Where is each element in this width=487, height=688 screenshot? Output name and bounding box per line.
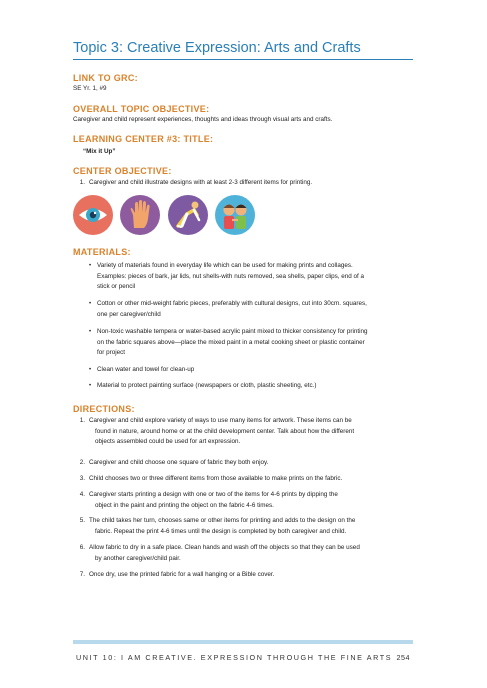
footer-unit-title: UNIT 10: I AM CREATIVE. EXPRESSION THROUGH THE FINE ARTS <box>76 653 393 662</box>
learning-center-title: “Mix it Up” <box>83 148 116 155</box>
text-line: objects assembled could be used for art expression. <box>95 438 241 445</box>
hand-icon <box>120 195 160 235</box>
text-line: Cotton or other mid-weight fabric pieces, preferably with cultural designs, cut into 30cm. squares, <box>97 300 367 307</box>
text-line: one per caregiver/child <box>97 310 161 318</box>
movement-icon <box>168 195 208 235</box>
eye-icon <box>73 195 113 235</box>
step-number: 2. <box>79 459 85 466</box>
step-number: 1. <box>79 417 85 424</box>
bullet-icon: • <box>89 329 92 335</box>
text-line: Child chooses two or three different items from those available to make prints on the fabric. <box>89 475 343 482</box>
objective-heading: OVERALL TOPIC OBJECTIVE: <box>73 104 210 114</box>
link-heading: LINK TO GRC: <box>73 73 138 83</box>
text-line: on the fabric squares above—place the mixed paint in a metal cooking sheet or plastic container <box>97 338 365 346</box>
step-number: 4. <box>79 491 85 498</box>
text-line: Non-toxic washable tempera or water-based acrylic paint mixed to thicker consistency for printing <box>97 328 368 335</box>
text-line: Examples: pieces of bark, jar lids, nut shells-with nuts removed, sea shells, paper clips, end of a <box>97 272 365 280</box>
text-line: Caregiver starts printing a design with one or two of the items for 4-6 prints by dipping the <box>89 491 338 498</box>
text-line: stick or pencil <box>97 283 136 290</box>
step-number: 3. <box>79 475 85 482</box>
icon-row <box>73 195 263 235</box>
text-line: for project <box>97 349 125 356</box>
text-line: Once dry, use the printed fabric for a wall hanging or a Bible cover. <box>89 571 275 578</box>
page-number: 254 <box>396 653 410 662</box>
text-line: The child takes her turn, chooses same or other items for printing and adds to the design on the <box>89 517 356 524</box>
center-objective-heading: CENTER OBJECTIVE: <box>73 166 172 176</box>
bullet-icon: • <box>89 367 92 373</box>
page-footer <box>76 653 410 662</box>
link-text: SE Yr. 1, #9 <box>73 85 107 92</box>
bullet-icon: • <box>89 301 92 307</box>
text-line: fabric. Repeat the print 4-6 times until the design is completed by both caregiver and child. <box>95 527 347 535</box>
text-line: Allow fabric to dry in a safe place. Clean hands and wash off the objects so that they can be used <box>89 544 360 551</box>
bullet-icon: • <box>89 263 92 269</box>
text-line: Caregiver and child choose one square of fabric they both enjoy. <box>89 459 269 466</box>
materials-heading: MATERIALS: <box>73 247 131 257</box>
text-line: by another caregiver/child pair. <box>95 554 181 562</box>
text-line: Caregiver and child explore variety of ways to use many items for artwork. These items can be <box>89 417 352 424</box>
text-line: object in the paint and printing the object on the fabric 4-6 times. <box>95 501 274 509</box>
bullet-icon: • <box>89 383 92 389</box>
text-line: Clean water and towel for clean-up <box>97 366 195 373</box>
learning-center-heading: LEARNING CENTER #3: TITLE: <box>73 134 214 144</box>
objective-text: Caregiver and child represent experiences, thoughts and ideas through visual arts and crafts. <box>73 116 333 123</box>
text-line: Variety of materials found in everyday life which can be used for making prints and collages. <box>97 262 353 269</box>
footer-divider <box>73 640 413 644</box>
directions-heading: DIRECTIONS: <box>73 404 135 414</box>
page-title: Topic 3: Creative Expression: Arts and Crafts <box>73 40 413 60</box>
text-line: found in nature, around home or at the child development center. Talk about how the different <box>95 427 355 435</box>
step-number: 5. <box>79 517 85 524</box>
step-number: 7. <box>79 571 85 578</box>
step-number: 6. <box>79 544 85 551</box>
text-line: Material to protect painting surface (newspapers or cloth, plastic sheeting, etc.) <box>97 382 317 389</box>
two-children-icon <box>215 195 255 235</box>
